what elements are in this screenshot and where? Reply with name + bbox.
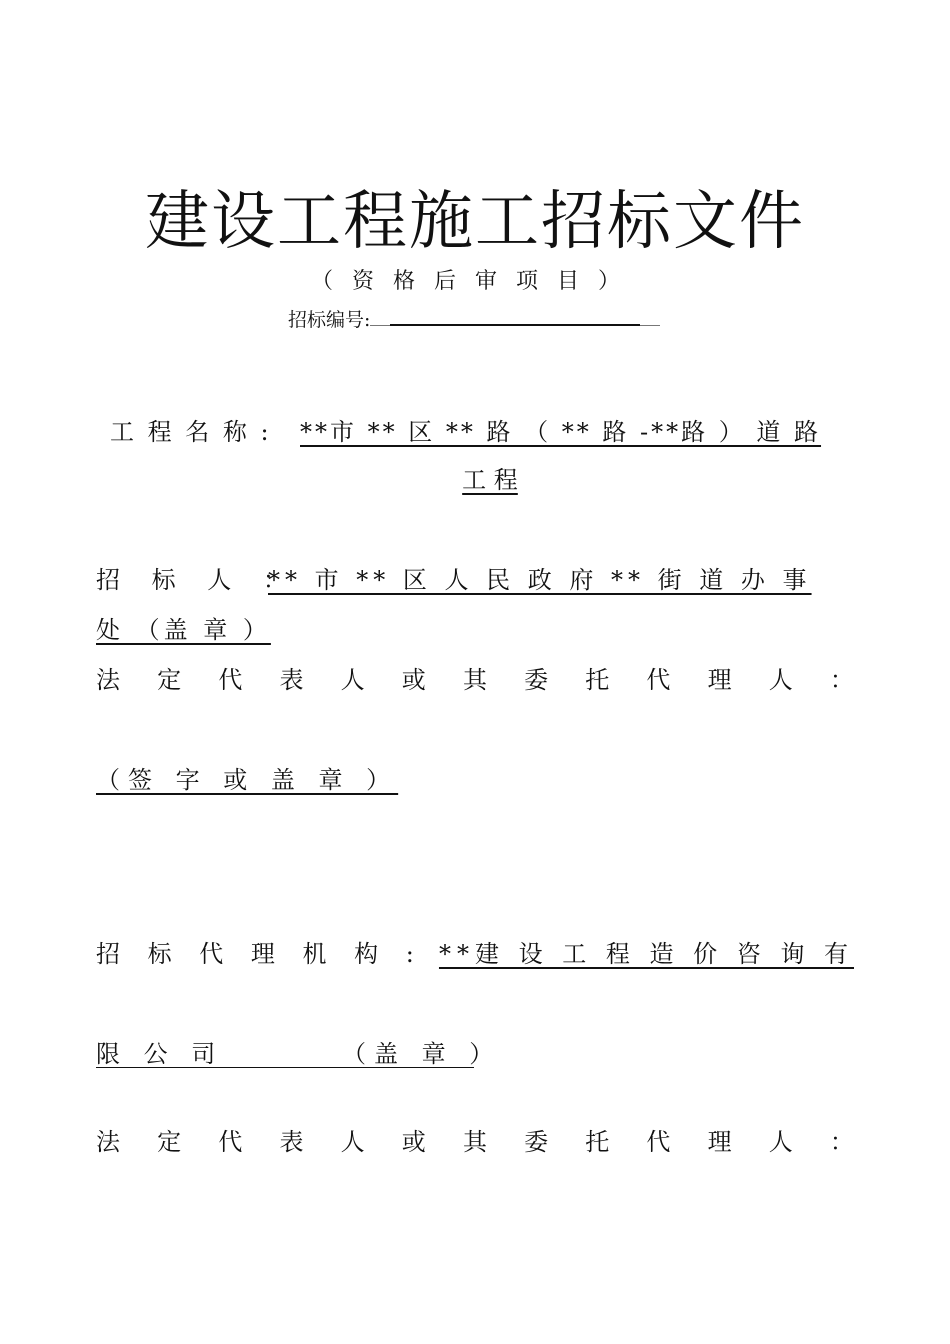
rep-char: ： <box>829 666 854 694</box>
agency-name-line2-wrapper <box>96 1036 502 1068</box>
rep-char: 人 <box>340 1128 365 1156</box>
agency-representative-label <box>96 1124 854 1160</box>
rep-char: 人 <box>768 666 793 694</box>
rep-char: 法 <box>96 1128 120 1156</box>
document-subtitle: （资格后审项目） <box>310 269 639 294</box>
project-name-line2: 工 程 <box>462 466 518 494</box>
rep-char: 表 <box>279 666 304 694</box>
rep-char: 代 <box>218 666 243 694</box>
rep-char: 其 <box>462 1128 487 1156</box>
rep-char: 托 <box>585 1128 610 1156</box>
agency-name-line1: **建 设 工 程 造 价 咨 询 有 <box>438 940 854 968</box>
tenderer-name-line2: 处 （盖 章 ） <box>96 616 271 644</box>
rep-char: 其 <box>462 666 487 694</box>
bid-number-blank <box>390 306 640 326</box>
tenderer-name-line1: ** 市 ** 区 人 民 政 府 ** 街 道 办 事 <box>268 566 812 594</box>
agency-label: 招 标 代 理 机 构 : <box>96 940 424 968</box>
document-title: 建设工程施工招标文件 <box>145 185 805 259</box>
rep-char: 人 <box>340 666 365 694</box>
rep-char: 定 <box>157 1128 182 1156</box>
tenderer-sign-note: （签 字 或 盖 章 ） <box>96 766 399 794</box>
bid-number-label: 招标编号: <box>288 309 371 331</box>
rep-char: 代 <box>218 1128 243 1156</box>
rep-char: 或 <box>401 666 426 694</box>
rep-char: 代 <box>646 666 671 694</box>
rep-char: 托 <box>585 666 610 694</box>
rep-char: 表 <box>279 1128 304 1156</box>
rep-char: 理 <box>707 1128 732 1156</box>
bid-number-blank-tail <box>640 307 660 326</box>
rep-char: 代 <box>646 1128 671 1156</box>
tenderer-label: 招 标 人 ： <box>96 566 299 594</box>
rep-char: ： <box>829 1128 854 1156</box>
rep-char: 人 <box>768 1128 793 1156</box>
bid-number-blank-lead <box>370 307 390 326</box>
rep-char: 理 <box>707 666 732 694</box>
agency-name-line2: 限 公 司 <box>96 1040 224 1068</box>
bid-number-field <box>288 306 660 334</box>
project-name-line1: **市 ** 区 ** 路 （ ** 路 -**路 ） 道 路 <box>300 418 822 446</box>
rep-char: 委 <box>524 666 549 694</box>
rep-char: 定 <box>157 666 182 694</box>
project-name-label: 工 程 名 称 : <box>110 418 272 446</box>
rep-char: 或 <box>401 1128 426 1156</box>
rep-char: 法 <box>96 666 120 694</box>
agency-seal: （盖 章 ） <box>342 1040 502 1068</box>
tenderer-representative-label <box>96 662 854 698</box>
rep-char: 委 <box>524 1128 549 1156</box>
